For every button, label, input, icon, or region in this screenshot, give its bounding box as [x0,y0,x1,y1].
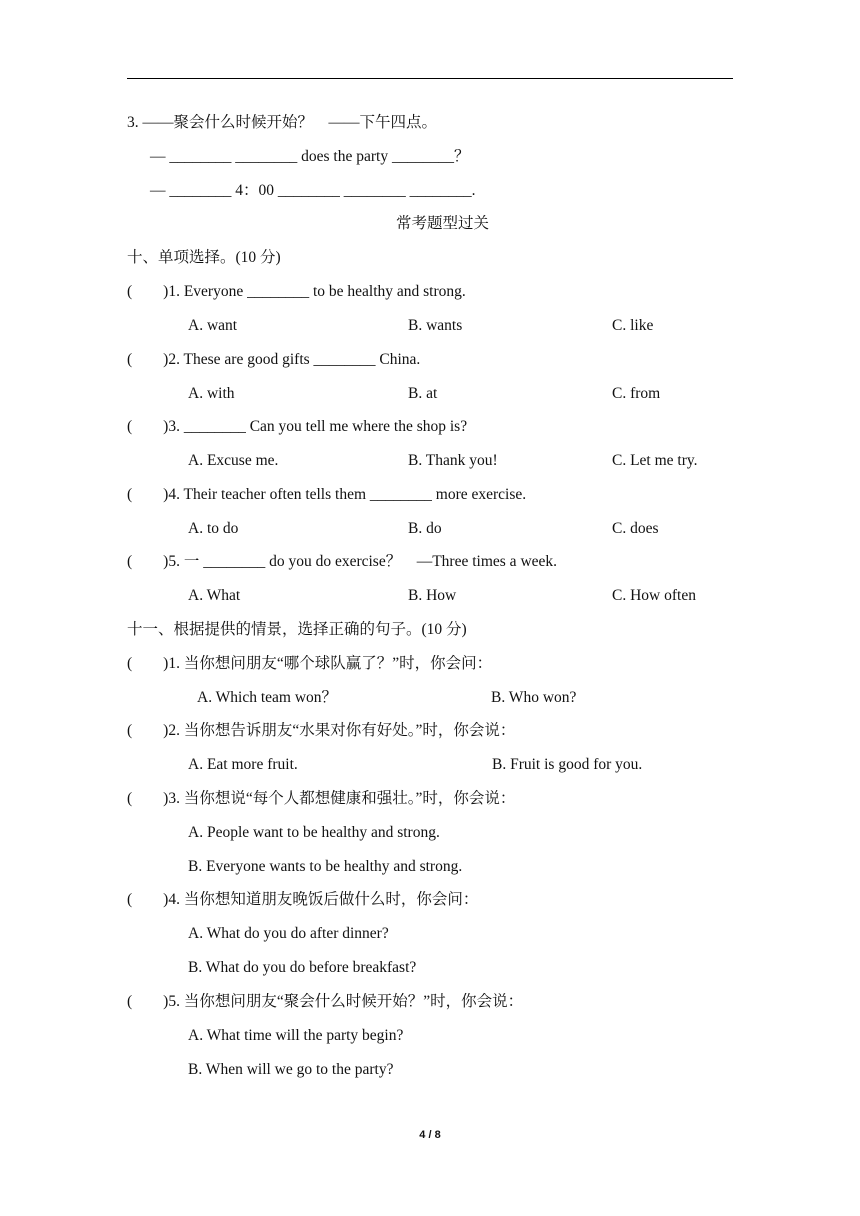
s10-q3-option-c: C. Let me try. [612,452,698,469]
page-number: 4 / 8 [419,1129,441,1141]
header-rule [127,78,733,79]
s10-q5-stem: ( )5. 一 ________ do you do exercise？ —Three times a week. [127,553,558,570]
s10-q2-stem: ( )2. These are good gifts ________ China. [127,351,421,368]
s11-q5-option-a: A. What time will the party begin? [188,1027,404,1044]
s10-q3-option-b: B. Thank you! [408,452,498,469]
section-banner: 常考题型过关 [396,215,490,232]
s11-q5-stem: ( )5. 当你想问朋友“聚会什么时候开始？”时，你会说： [127,993,524,1010]
s11-q3-option-a: A. People want to be healthy and strong. [188,824,440,841]
s10-q1-stem: ( )1. Everyone ________ to be healthy and strong. [127,283,466,300]
s11-q5-option-b: B. When will we go to the party? [188,1061,394,1078]
s11-q1-option-b: B. Who won? [491,689,577,706]
s10-q4-option-c: C. does [612,520,659,537]
s10-q5-option-c: C. How often [612,587,696,604]
s10-q4-option-a: A. to do [188,520,239,537]
section10-heading: 十、单项选择。(10 分) [127,249,281,266]
s11-q4-stem: ( )4. 当你想知道朋友晚饭后做什么时，你会问： [127,891,479,908]
s11-q2-stem: ( )2. 当你想告诉朋友“水果对你有好处。”时，你会说： [127,722,516,739]
s10-q4-option-b: B. do [408,520,442,537]
section11-heading: 十一、根据提供的情景，选择正确的句子。(10 分) [127,621,467,638]
s11-q4-option-a: A. What do you do after dinner? [188,925,389,942]
s11-q2-option-b: B. Fruit is good for you. [492,756,643,773]
s11-q4-option-b: B. What do you do before breakfast? [188,959,417,976]
s11-q1-stem: ( )1. 当你想问朋友“哪个球队赢了？”时，你会问： [127,655,493,672]
q3-answer-line-2: — ________ 4：00 ________ ________ ________. [150,182,476,199]
s10-q3-option-a: A. Excuse me. [188,452,279,469]
s10-q4-stem: ( )4. Their teacher often tells them ________ more exercise. [127,486,527,503]
s10-q3-stem: ( )3. ________ Can you tell me where the shop is? [127,418,468,435]
s11-q3-option-b: B. Everyone wants to be healthy and strong. [188,858,463,875]
s10-q2-option-a: A. with [188,385,235,402]
s10-q2-option-c: C. from [612,385,661,402]
s10-q5-option-a: A. What [188,587,241,604]
s11-q1-option-a: A. Which team won？ [197,689,338,706]
s10-q1-option-a: A. want [188,317,238,334]
s11-q2-option-a: A. Eat more fruit. [188,756,298,773]
s10-q1-option-c: C. like [612,317,654,334]
s10-q5-option-b: B. How [408,587,457,604]
s10-q2-option-b: B. at [408,385,438,402]
s11-q3-stem: ( )3. 当你想说“每个人都想健康和强壮。”时，你会说： [127,790,516,807]
s10-q1-option-b: B. wants [408,317,463,334]
q3-prompt: 3. ——聚会什么时候开始？ ——下午四点。 [127,114,438,131]
q3-answer-line-1: — ________ ________ does the party ________？ [150,148,470,165]
